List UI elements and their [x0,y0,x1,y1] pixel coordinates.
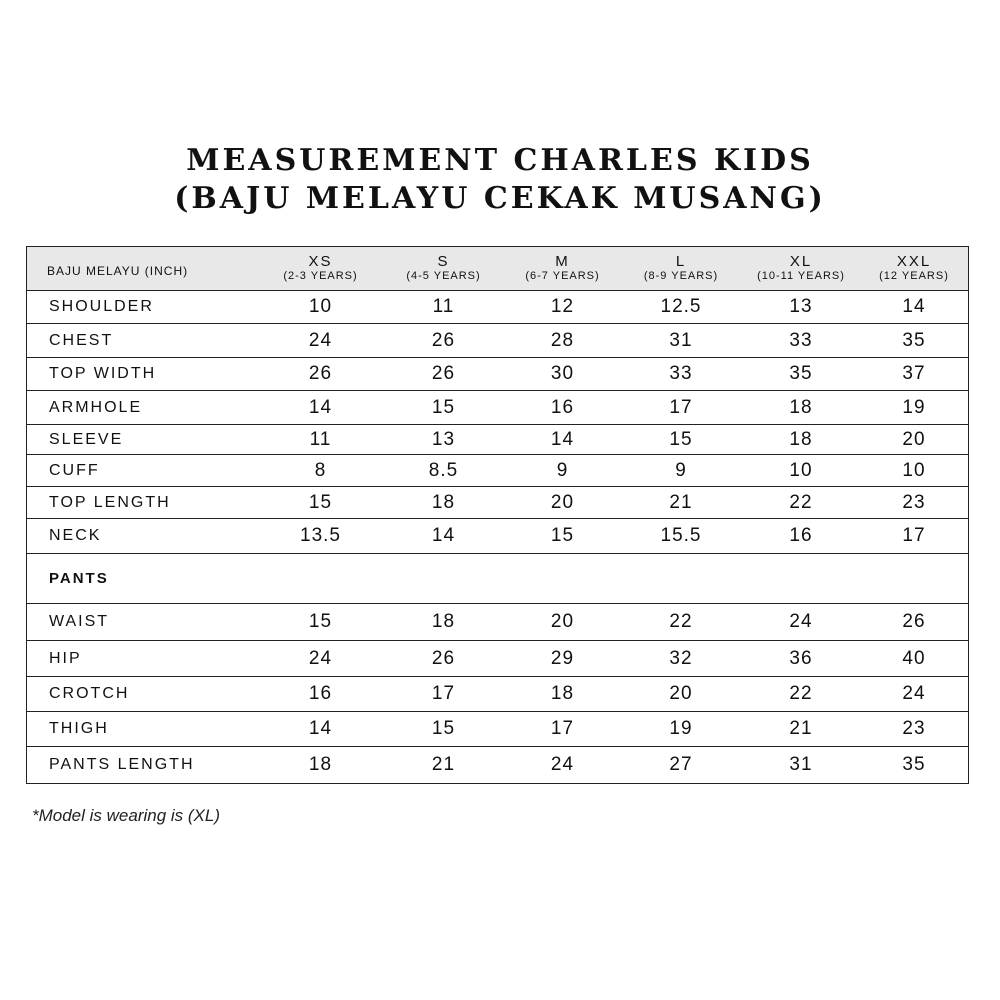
size-name: M [555,252,570,270]
measurement-label: PANTS LENGTH [49,756,195,773]
measurement-label: HIP [49,649,82,667]
table-row-top-length [27,487,968,519]
table-cell: 15.5 [660,525,702,546]
table-cell: 15 [308,611,333,632]
section-label: PANTS [49,570,109,587]
table-cell: 17 [669,396,693,418]
table-cell: 20 [902,428,926,450]
table-cell: 37 [902,363,926,384]
measurement-label: TOP LENGTH [49,493,171,511]
table-cell: 15 [431,718,456,739]
table-cell: 9 [675,459,687,481]
measurement-label: NECK [49,527,102,544]
measurement-label: SHOULDER [49,298,154,315]
table-cell: 10 [789,459,813,481]
table-cell: 19 [669,718,693,739]
table-row-hip [27,641,968,677]
size-name: L [675,252,687,270]
measurement-label: CROTCH [49,685,130,702]
table-cell: 18 [550,683,575,704]
table-cell: 13.5 [300,525,341,546]
table-cell: 17 [902,525,926,546]
table-row-sleeve [27,425,968,455]
table-cell: 26 [902,611,926,632]
table-cell: 15 [550,525,575,546]
size-age-range: (12 YEARS) [879,269,949,282]
table-cell: 22 [789,683,813,704]
table-cell: 17 [431,683,456,704]
table-cell: 27 [669,754,693,775]
size-name: XS [308,252,333,270]
title-line-2: (BAJU MELAYU CEKAK MUSANG) [174,181,826,216]
table-cell: 14 [902,296,926,317]
table-cell: 35 [789,363,813,384]
size-name: XL [789,252,813,270]
table-cell: 24 [550,754,575,775]
table-cell: 40 [902,647,926,669]
size-header-m [505,254,620,284]
table-cell: 19 [902,396,926,418]
measurement-label: ARMHOLE [49,398,143,416]
size-name: S [437,252,450,270]
table-cell: 18 [431,491,456,513]
table-cell: 15 [669,428,693,450]
table-row-crotch [27,677,968,712]
header-label: BAJU MELAYU (INCH) [47,263,189,278]
table-row-thigh [27,712,968,747]
table-cell: 24 [308,647,333,669]
table-cell: 26 [308,363,333,384]
table-cell: 20 [550,611,575,632]
table-cell: 18 [789,396,813,418]
size-age-range: (8-9 YEARS) [643,269,719,282]
table-cell: 15 [431,396,456,418]
table-cell: 26 [431,363,456,384]
table-row-waist [27,604,968,641]
size-header-xl [742,254,860,284]
table-cell: 16 [308,683,333,704]
table-cell: 18 [789,428,813,450]
size-header-xs [259,254,382,284]
table-row-pants-length [27,747,968,783]
table-cell: 18 [431,611,456,632]
table-cell: 31 [789,754,813,775]
table-row-top-width [27,358,968,391]
table-cell: 21 [789,718,813,739]
table-cell: 32 [669,647,693,669]
table-row-neck [27,519,968,554]
size-header-s [382,254,505,284]
size-name: XXL [896,252,932,270]
size-age-range: (2-3 YEARS) [283,269,358,282]
table-cell: 17 [550,718,575,739]
table-cell: 13 [431,428,456,450]
table-header-row [27,247,968,291]
table-row-chest [27,324,968,358]
table-cell: 14 [308,396,333,418]
table-cell: 24 [789,611,813,632]
size-age-range: (10-11 YEARS) [757,269,845,282]
table-cell: 12 [550,296,575,317]
table-cell: 20 [669,683,693,704]
table-cell: 8 [314,459,327,481]
table-cell: 28 [550,329,575,351]
table-cell: 8.5 [428,459,459,481]
table-cell: 14 [550,428,575,450]
page-title [0,142,1000,218]
table-cell: 13 [789,296,813,317]
size-age-range: (4-5 YEARS) [406,269,481,282]
table-cell: 35 [902,329,926,351]
table-cell: 20 [550,491,575,513]
table-cell: 21 [431,754,456,775]
table-row-armhole [27,391,968,425]
table-cell: 23 [902,718,926,739]
table-cell: 29 [550,647,575,669]
table-cell: 15 [308,491,333,513]
section-row-pants [27,554,968,604]
table-cell: 21 [669,491,693,513]
measurement-label: WAIST [49,613,110,630]
table-row-shoulder [27,291,968,324]
table-cell: 24 [308,329,333,351]
measurement-label: CUFF [49,461,100,479]
model-note: *Model is wearing is (XL) [32,806,221,825]
table-cell: 22 [669,611,693,632]
table-cell: 31 [669,329,693,351]
size-chart-table [26,246,969,784]
table-cell: 9 [556,459,569,481]
table-cell: 18 [308,754,333,775]
measurement-label: SLEEVE [49,430,124,448]
table-cell: 26 [431,329,456,351]
measurement-label: CHEST [49,331,114,349]
table-cell: 11 [432,296,455,317]
table-cell: 12.5 [660,296,702,317]
table-cell: 30 [550,363,575,384]
table-cell: 14 [431,525,456,546]
measurement-label: THIGH [49,720,109,737]
table-row-cuff [27,455,968,487]
table-cell: 16 [550,396,575,418]
size-age-range: (6-7 YEARS) [525,269,600,282]
table-cell: 33 [789,329,813,351]
title-line-1: MEASUREMENT CHARLES KIDS [186,143,814,178]
table-cell: 10 [902,459,926,481]
size-header-xxl [860,254,968,284]
measurement-label: TOP WIDTH [49,365,157,382]
table-cell: 26 [431,647,456,669]
table-cell: 35 [902,754,926,775]
table-cell: 23 [902,491,926,513]
table-cell: 11 [309,428,332,450]
table-cell: 14 [308,718,333,739]
table-cell: 24 [902,683,926,704]
table-cell: 16 [789,525,813,546]
table-cell: 33 [669,363,693,384]
size-header-l [620,254,742,284]
table-cell: 22 [789,491,813,513]
table-cell: 36 [789,647,813,669]
table-cell: 10 [308,296,333,317]
